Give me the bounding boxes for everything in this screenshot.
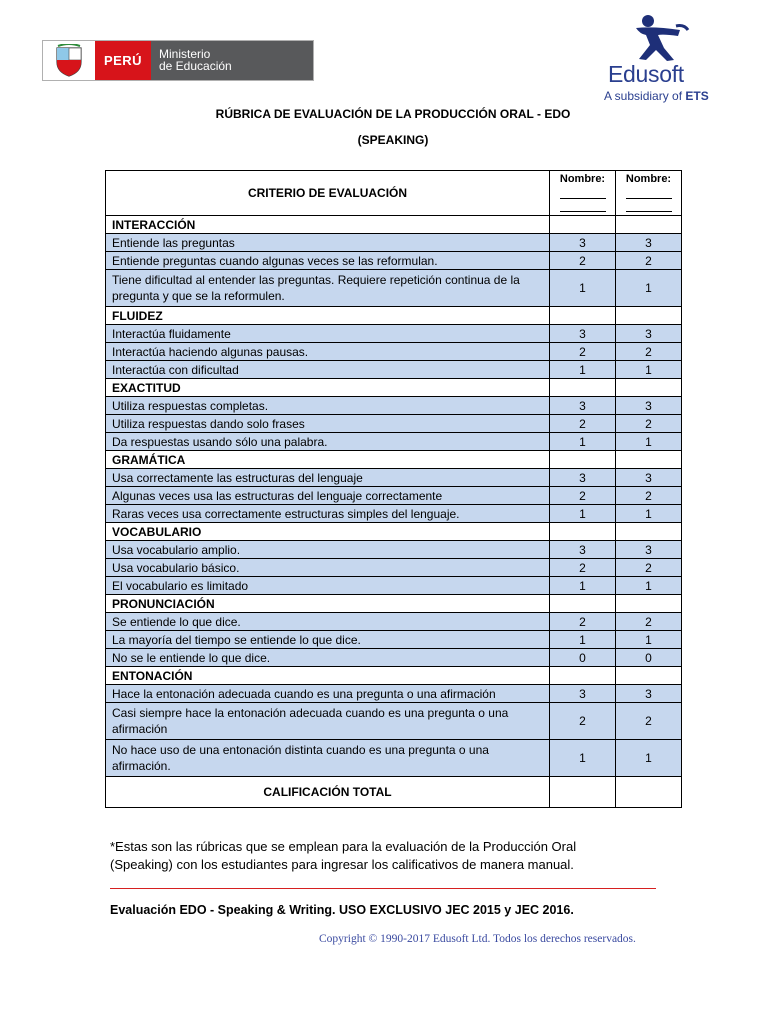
criterion-row (106, 270, 682, 307)
criterion-text: No hace uso de una entonación distinta cuando es una pregunta o una afirmación. (106, 740, 550, 777)
score-cell[interactable]: 3 (616, 685, 682, 703)
criterion-row (106, 577, 682, 595)
score-cell[interactable]: 1 (550, 361, 616, 379)
score-cell[interactable]: 0 (616, 649, 682, 667)
section-score-cell (550, 307, 616, 325)
score-cell[interactable]: 2 (550, 415, 616, 433)
footnote: *Estas son las rúbricas que se emplean para la evaluación de la Producción Oral (Speaking) con los estudiantes para ingresar los calificativos de manera manual. (110, 839, 577, 872)
section-row (106, 451, 682, 469)
section-row (106, 667, 682, 685)
criterion-text: Entiende preguntas cuando algunas veces se las reformulan. (106, 252, 550, 270)
edusoft-figure-icon (634, 14, 690, 62)
score-cell[interactable]: 3 (616, 234, 682, 252)
criterion-text: Utiliza respuestas dando solo frases (106, 415, 550, 433)
score-cell[interactable]: 1 (550, 505, 616, 523)
section-score-cell (616, 451, 682, 469)
criterion-row (106, 469, 682, 487)
criterion-text: Casi siempre hace la entonación adecuada cuando es una pregunta o una afirmación (106, 703, 550, 740)
score-cell[interactable]: 3 (616, 541, 682, 559)
footer-text: Evaluación EDO - Speaking & Writing. USO EXCLUSIVO JEC 2015 y JEC 2016. (110, 903, 574, 917)
criterion-text: Usa vocabulario amplio. (106, 541, 550, 559)
section-score-cell (616, 379, 682, 397)
score-cell[interactable]: 2 (550, 343, 616, 361)
criterion-row (106, 685, 682, 703)
nombre-header-2[interactable]: Nombre: (616, 171, 682, 216)
criterion-row (106, 703, 682, 740)
criterion-text: La mayoría del tiempo se entiende lo que dice. (106, 631, 550, 649)
criterion-text: Tiene dificultad al entender las preguntas. Requiere repetición continua de la pregunta y que se la reformulen. (106, 270, 550, 307)
criterion-row (106, 343, 682, 361)
section-title: PRONUNCIACIÓN (106, 595, 550, 613)
section-score-cell (616, 667, 682, 685)
section-title: FLUIDEZ (106, 307, 550, 325)
section-title: EXACTITUD (106, 379, 550, 397)
page-title: RÚBRICA DE EVALUACIÓN DE LA PRODUCCIÓN ORAL - EDO (215, 107, 571, 121)
page-subtitle: (SPEAKING) (357, 133, 429, 147)
criterion-row (106, 541, 682, 559)
total-score-cell[interactable] (616, 777, 682, 808)
ministerio-educacion-logo (42, 40, 314, 81)
criterion-row (106, 325, 682, 343)
section-title: INTERACCIÓN (106, 216, 550, 234)
section-score-cell (550, 379, 616, 397)
section-row (106, 379, 682, 397)
score-cell[interactable]: 3 (550, 397, 616, 415)
score-cell[interactable]: 2 (616, 415, 682, 433)
criterion-text: Se entiende lo que dice. (106, 613, 550, 631)
section-row (106, 307, 682, 325)
criterion-row (106, 361, 682, 379)
criterion-row (106, 649, 682, 667)
score-cell[interactable]: 3 (550, 469, 616, 487)
section-score-cell (550, 667, 616, 685)
criterio-header: CRITERIO DE EVALUACIÓN (106, 171, 550, 216)
score-cell[interactable]: 1 (550, 740, 616, 777)
score-cell[interactable]: 2 (616, 613, 682, 631)
criterion-text: Raras veces usa correctamente estructuras simples del lenguaje. (106, 505, 550, 523)
score-cell[interactable]: 1 (616, 433, 682, 451)
total-label: CALIFICACIÓN TOTAL (106, 777, 550, 808)
section-score-cell (616, 307, 682, 325)
peru-label: PERÚ (95, 41, 151, 80)
criterion-row (106, 740, 682, 777)
score-cell[interactable]: 1 (616, 740, 682, 777)
criterion-text: Da respuestas usando sólo una palabra. (106, 433, 550, 451)
score-cell[interactable]: 2 (616, 487, 682, 505)
criterion-row (106, 487, 682, 505)
score-cell[interactable]: 1 (550, 631, 616, 649)
criterion-text: Usa vocabulario básico. (106, 559, 550, 577)
score-cell[interactable]: 2 (616, 559, 682, 577)
section-score-cell (550, 451, 616, 469)
criterion-text: Entiende las preguntas (106, 234, 550, 252)
score-cell[interactable]: 1 (550, 577, 616, 595)
criterion-row (106, 234, 682, 252)
criterion-row (106, 505, 682, 523)
score-cell[interactable]: 2 (550, 559, 616, 577)
criterion-text: Hace la entonación adecuada cuando es una pregunta o una afirmación (106, 685, 550, 703)
criterion-row (106, 252, 682, 270)
score-cell[interactable]: 2 (550, 487, 616, 505)
criterion-text: Algunas veces usa las estructuras del lenguaje correctamente (106, 487, 550, 505)
ministry-name: Ministerio de Educación (151, 41, 313, 80)
criterion-text: Interactúa haciendo algunas pausas. (106, 343, 550, 361)
section-title: GRAMÁTICA (106, 451, 550, 469)
criterion-row (106, 559, 682, 577)
criterion-row (106, 397, 682, 415)
total-row (106, 777, 682, 808)
score-cell[interactable]: 3 (550, 234, 616, 252)
score-cell[interactable]: 3 (550, 541, 616, 559)
table-header-row (106, 171, 682, 216)
edusoft-name: Edusoft (608, 61, 684, 87)
score-cell[interactable]: 2 (616, 703, 682, 740)
section-score-cell (550, 216, 616, 234)
edusoft-subsidiary: A subsidiary of ETS (604, 89, 709, 103)
red-divider (110, 888, 656, 889)
section-title: VOCABULARIO (106, 523, 550, 541)
score-cell[interactable]: 3 (616, 325, 682, 343)
section-score-cell (616, 216, 682, 234)
section-title: ENTONACIÓN (106, 667, 550, 685)
criterion-text: Usa correctamente las estructuras del lenguaje (106, 469, 550, 487)
criterion-text: El vocabulario es limitado (106, 577, 550, 595)
score-cell[interactable]: 2 (550, 613, 616, 631)
peru-coat-of-arms-icon (43, 41, 95, 80)
score-cell[interactable]: 3 (550, 325, 616, 343)
nombre-header-1[interactable]: Nombre: (550, 171, 616, 216)
section-score-cell (550, 523, 616, 541)
criterion-row (106, 613, 682, 631)
score-cell[interactable]: 3 (550, 685, 616, 703)
score-cell[interactable]: 3 (616, 397, 682, 415)
score-cell[interactable]: 1 (616, 270, 682, 307)
criterion-row (106, 415, 682, 433)
criterion-text: Interactúa fluidamente (106, 325, 550, 343)
criterion-row (106, 631, 682, 649)
score-cell[interactable]: 1 (550, 433, 616, 451)
rubric-table (105, 170, 682, 808)
score-cell[interactable]: 0 (550, 649, 616, 667)
section-row (106, 523, 682, 541)
score-cell[interactable]: 1 (616, 631, 682, 649)
criterion-text: Interactúa con dificultad (106, 361, 550, 379)
score-cell[interactable]: 2 (616, 343, 682, 361)
total-score-cell[interactable] (550, 777, 616, 808)
section-score-cell (616, 523, 682, 541)
score-cell[interactable]: 1 (616, 361, 682, 379)
copyright-text: Copyright © 1990-2017 Edusoft Ltd. Todos los derechos reservados. (319, 933, 636, 945)
score-cell[interactable]: 2 (616, 252, 682, 270)
score-cell[interactable]: 1 (550, 270, 616, 307)
score-cell[interactable]: 3 (616, 469, 682, 487)
score-cell[interactable]: 2 (550, 252, 616, 270)
score-cell[interactable]: 1 (616, 505, 682, 523)
section-score-cell (616, 595, 682, 613)
section-score-cell (550, 595, 616, 613)
edusoft-logo (604, 14, 709, 106)
score-cell[interactable]: 1 (616, 577, 682, 595)
criterion-row (106, 433, 682, 451)
section-row (106, 595, 682, 613)
section-row (106, 216, 682, 234)
criterion-text: No se le entiende lo que dice. (106, 649, 550, 667)
score-cell[interactable]: 2 (550, 703, 616, 740)
criterion-text: Utiliza respuestas completas. (106, 397, 550, 415)
